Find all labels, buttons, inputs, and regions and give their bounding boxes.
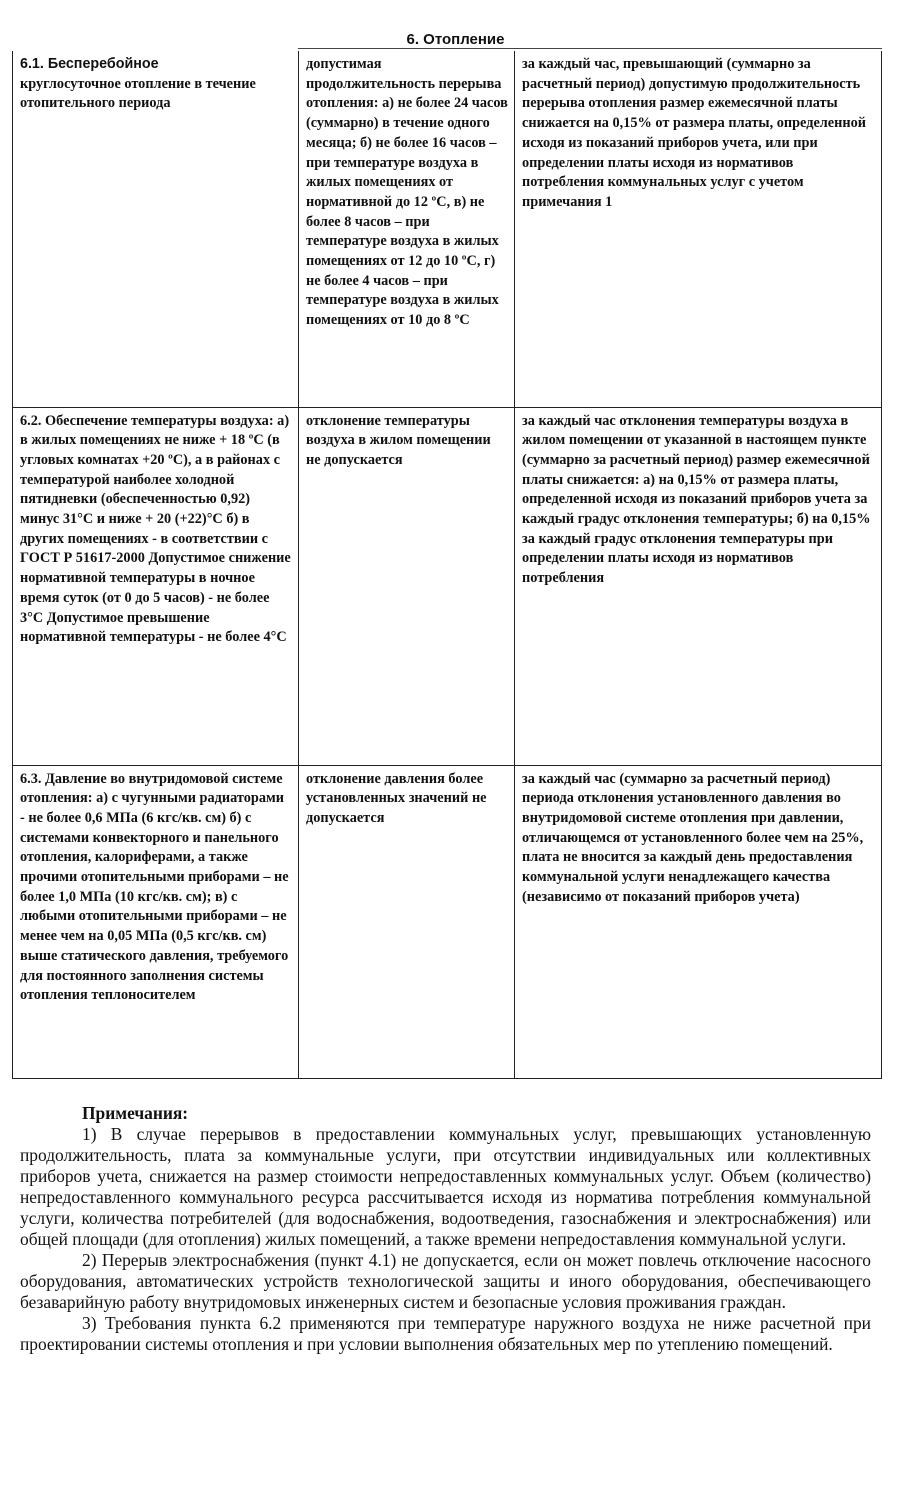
payment-change-cell: за каждый час (суммарно за расчетный период) периода отклонения установленного давления во внутридомовой системе отопления при давлении, отличающемся от установленного более чем на 25%, плата не вносится за каждый день предоставления коммунальной услуги ненадлежащего качества (независимо от показаний приборов учета) xyxy=(515,765,882,1078)
payment-change-cell: за каждый час, превышающий (суммарно за расчетный период) допустимую продолжительность перерыва отопления размер ежемесячной платы снижается на 0,15% от размера платы, определенной исходя из показаний приборов учета, или при определении платы исходя из нормативов потребления коммунальных услуг с учетом примечания 1 xyxy=(515,51,882,407)
requirement-cell: 6.2. Обеспечение температуры воздуха: а) в жилых помещениях не ниже + 18 ºС (в угловых комнатах +20 ºС), а в районах с температурой наиболее холодной пятидневки (обеспеченностью 0,92) минус 31°С и ниже + 20 (+22)°С б) в других помещениях - в соответствии с ГОСТ Р 51617-2000 Допустимое снижение нормативной температуры в ночное время суток (от 0 до 5 часов) - не более 3°С Допустимое превышение нормативной температуры - не более 4°С xyxy=(13,407,299,765)
allowed-deviation-cell: допустимая продолжительность перерыва отопления: а) не более 24 часов (суммарно) в течение одного месяца; б) не более 16 часов – при температуре воздуха в жилых помещениях от нормативной до 12 ºС, в) не более 8 часов – при температуре воздуха в жилых помещениях от 12 до 10 ºС, г) не более 4 часов – при температуре воздуха в жилых помещениях от 10 до 8 ºС xyxy=(299,51,515,407)
table-row xyxy=(13,51,882,407)
payment-change-cell: за каждый час отклонения температуры воздуха в жилом помещении от указанной в настоящем пункте (суммарно за расчетный период) размер ежемесячной платы снижается: а) на 0,15% от размера платы, определенной исходя из показаний приборов учета за каждый градус отклонения температуры; б) на 0,15% за каждый градус отклонения температуры при определении платы исходя из нормативов потребления xyxy=(515,407,882,765)
requirement-cell xyxy=(13,51,299,407)
note-paragraph: 1) В случае перерывов в предоставлении коммунальных услуг, превышающих установленную продолжительность, плата за коммунальные услуги, при отсутствии индивидуальных или коллективных приборов учета, снижается на размер стоимости непредоставленных коммунальных услуг. Объем (количество) непредоставленного коммунального ресурса рассчитывается исходя из норматива потребления коммунальной услуги, количества потребителей (для водоснабжения, водоотведения, газоснабжения и электроснабжения) или общей площади (для отопления) жилых помещений, а также времени непредоставления коммунальной услуги. xyxy=(20,1124,871,1249)
note-paragraph: 3) Требования пункта 6.2 применяются при температуре наружного воздуха не ниже расчетной при проектировании системы отопления и при условии выполнения обязательных мер по утеплению помещений. xyxy=(20,1313,871,1354)
allowed-deviation-cell: отклонение температуры воздуха в жилом помещении не допускается xyxy=(299,407,515,765)
table-row xyxy=(13,765,882,1078)
requirement-text: круглосуточное отопление в течение отопительного периода xyxy=(20,75,256,112)
heating-requirements-table xyxy=(12,51,882,1079)
notes-heading: Примечания: xyxy=(82,1103,189,1123)
title-divider xyxy=(298,48,882,49)
table-row xyxy=(13,407,882,765)
section-title: 6. Отопление xyxy=(406,31,505,48)
notes-section xyxy=(20,1102,871,1355)
requirement-cell: 6.3. Давление во внутридомовой системе отопления: а) с чугунными радиаторами - не более 0,6 МПа (6 кгс/кв. см) б) с системами конвекторного и панельного отопления, калориферами, а также прочими отопительными приборами – не более 1,0 МПа (10 кгс/кв. см); в) с любыми отопительными приборами – не менее чем на 0,05 МПа (0,5 кгс/кв. см) выше статического давления, требуемого для постоянного заполнения системы отопления теплоносителем xyxy=(13,765,299,1078)
allowed-deviation-cell: отклонение давления более установленных значений не допускается xyxy=(299,765,515,1078)
note-paragraph: 2) Перерыв электроснабжения (пункт 4.1) не допускается, если он может повлечь отключение насосного оборудования, автоматических устройств технологической защиты и иного оборудования, обеспечивающего безаварийную работу внутридомовых инженерных систем и безопасные условия проживания граждан. xyxy=(20,1250,871,1312)
requirement-number: 6.1. Бесперебойное xyxy=(20,56,159,72)
